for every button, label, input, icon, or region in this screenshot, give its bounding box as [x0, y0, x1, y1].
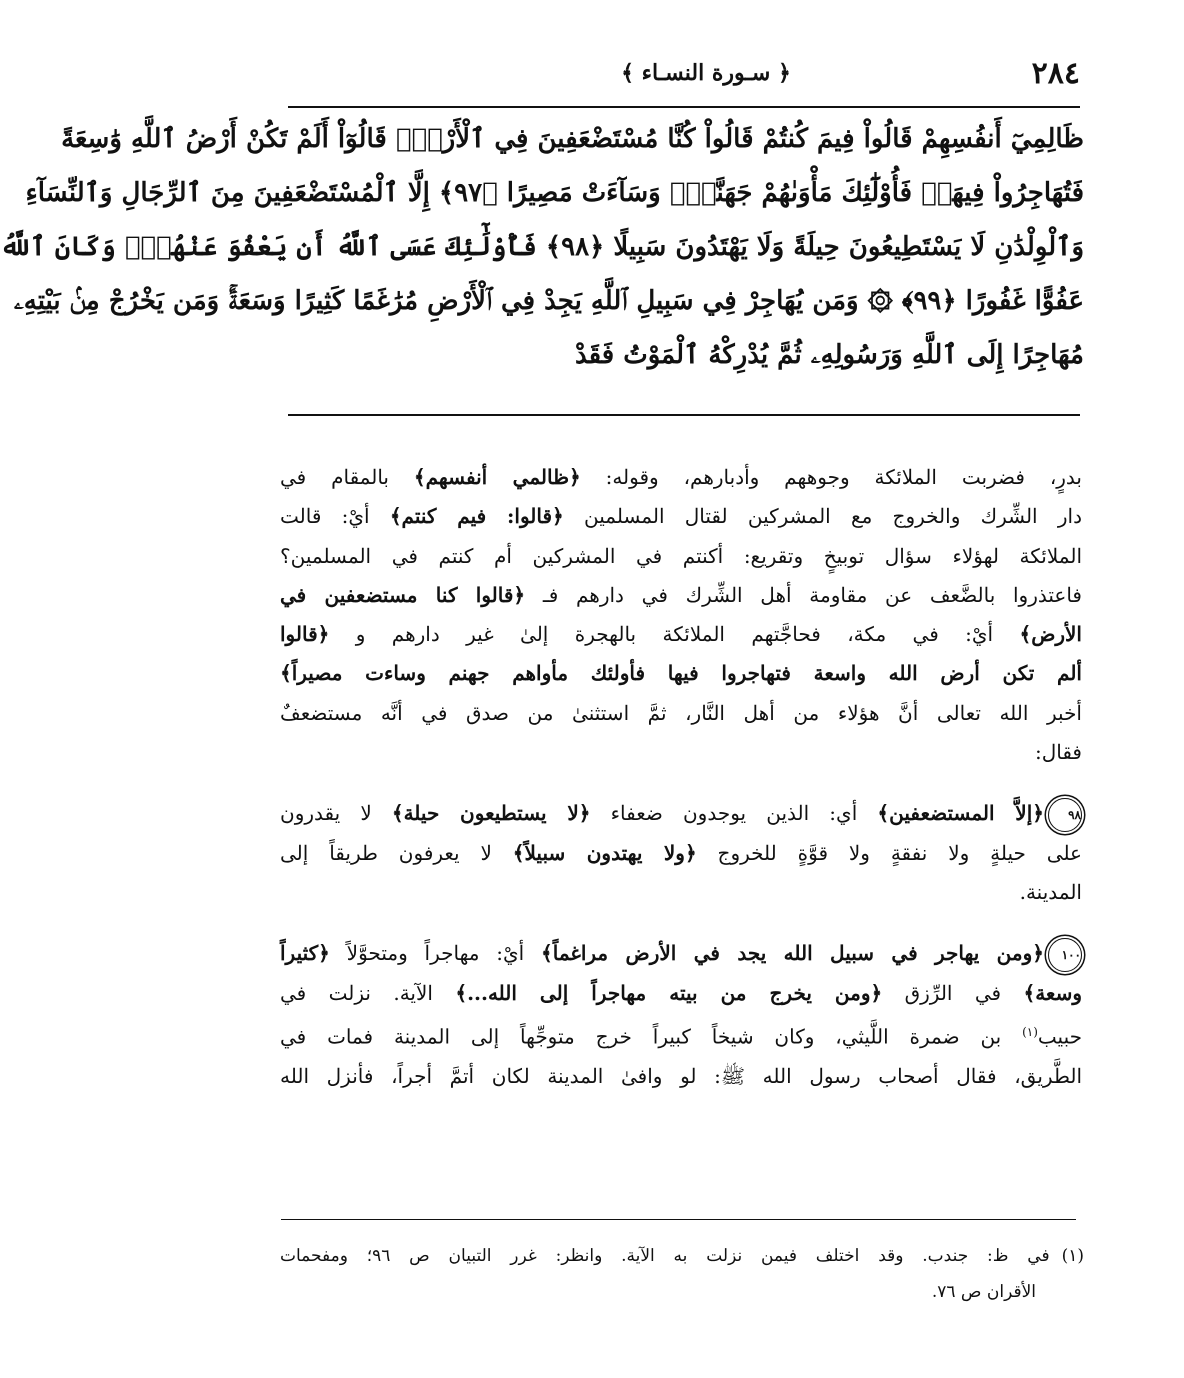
verse-number-badge: ١٠٠ [1048, 938, 1082, 972]
text-line: الطَّريق، فقال أصحاب رسول الله ﷺ: لو وافىٰ المدينة لكان أتمَّ أجراً، فأنزل الله [280, 1063, 1082, 1088]
text-line: الأرض﴾ أيْ: في مكة، فحاجَّتهم الملائكة بالهجرة إلىٰ غير دارهم و ﴿قالوا [280, 622, 1082, 647]
header-divider [288, 106, 1080, 108]
text-line: على حيلةٍ ولا نفقةٍ ولا قوَّةٍ للخروج ﴿ولا يهتدون سبيلاً﴾ لا يعرفون طريقاً إلى [280, 840, 1082, 865]
text-line: بدرٍ، فضربت الملائكة وجوههم وأدبارهم، وقوله: ﴿ظالمي أنفسهم﴾ بالمقام في [280, 465, 1082, 489]
quoted-verse: ﴿ظالمي أنفسهم﴾ [413, 465, 581, 489]
verse-number-badge: ٩٨ [1048, 798, 1082, 832]
footnote-line: (١)في ظ: جندب. وقد اختلف فيمن نزلت به الآية. وانظر: غرر التبيان ص ٩٦؛ ومفحمات [280, 1246, 1084, 1266]
tafsir-commentary [280, 458, 1082, 1096]
quran-line: عَفُوًّا غَفُورًا ﴿٩٩﴾ ۞ وَمَن يُهَاجِرْ فِي سَبِيلِ ٱللَّهِ يَجِدْ فِي ٱلْأَرْضِ مُرَٰغَمًا كَثِيرًا وَسَعَةًۚ وَمَن يَخْرُجْ مِنۢ بَيْتِهِۦ [13, 286, 1084, 316]
quoted-verse: ﴿قالوا [280, 622, 330, 647]
running-title: ﴿ سـورة النسـاء ﴾ [621, 60, 791, 86]
commentary-paragraph-2 [280, 794, 1082, 912]
quran-line: ظَالِمِيٓ أَنفُسِهِمْ قَالُواْ فِيمَ كُنتُمْ قَالُواْ كُنَّا مُسْتَضْعَفِينَ فِي ٱلْأَرْضِۚ قَالُوٓاْ أَلَمْ تَكُنْ أَرْضُ ٱللَّهِ وَٰسِعَةً [61, 124, 1084, 154]
text-line: ١٠٠﴿ومن يهاجر في سبيل الله يجد في الأرض مراغماً﴾ أيْ: مهاجراً ومتحوَّلاً ﴿كثيراً [280, 934, 1082, 973]
quoted-verse: ﴿ومن يهاجر في سبيل الله يجد في الأرض مراغماً﴾ [541, 941, 1044, 966]
quoted-verse: ﴿ومن يخرج من بيته مهاجراً إلى الله...﴾ [455, 980, 883, 1005]
commentary-paragraph-1 [280, 458, 1082, 772]
commentary-paragraph-3 [280, 934, 1082, 1096]
footnote-marker: (١) [1061, 1246, 1084, 1266]
text-line: فاعتذروا بالضَّعف عن مقاومة أهل الشِّرك في دارهم فـ ﴿قالوا كنا مستضعفين في [280, 582, 1082, 607]
quran-line: مُهَاجِرًا إِلَى ٱللَّهِ وَرَسُولِهِۦ ثُمَّ يُدْرِكْهُ ٱلْمَوْتُ فَقَدْ [574, 340, 1084, 370]
quoted-verse: وسعة﴾ [1023, 980, 1082, 1005]
quoted-verse: ﴿كثيراً [280, 941, 330, 966]
quoted-verse: الأرض﴾ [1019, 622, 1082, 647]
quran-line: فَتُهَاجِرُواْ فِيهَاۚ فَأُوْلَٰٓئِكَ مَأْوَىٰهُمْ جَهَنَّمُۖ وَسَآءَتْ مَصِيرًا ﴿٩٧﴾ إِلَّا ٱلْمُسْتَضْعَفِينَ مِنَ ٱلرِّجَالِ وَٱلنِّسَآءِ [25, 178, 1084, 208]
quoted-verse: ألم تكن أرض الله واسعة فتهاجروا فيها فأولئك مأواهم جهنم وساءت مصيراً﴾ [280, 661, 1082, 686]
text-line: الملائكة لهؤلاء سؤال توبيخٍ وتقريع: أكنتم في المشركين أم كنتم في المسلمين؟ [280, 543, 1082, 568]
footnote-reference[interactable]: (١) [1022, 1024, 1038, 1039]
text-line: وسعة﴾ في الرِّزق ﴿ومن يخرج من بيته مهاجراً إلى الله...﴾ الآية. نزلت في [280, 980, 1082, 1005]
text-line: فقال: [1034, 740, 1082, 765]
quran-text-block [0, 112, 1084, 382]
text-line: المدينة. [1019, 879, 1082, 904]
quoted-verse: ﴿ولا يهتدون سبيلاً﴾ [512, 840, 697, 865]
quoted-verse: ﴿قالوا: فيم كنتم﴾ [389, 504, 564, 529]
text-line: دار الشِّرك والخروج مع المشركين لقتال المسلمين ﴿قالوا: فيم كنتم﴾ أيْ: قالت [280, 504, 1082, 529]
quoted-verse: ﴿قالوا كنا مستضعفين في [280, 582, 526, 607]
text-line: حبيب$^{(١)}$ بن ضمرة اللَّيثي، وكان شيخاً كبيراً خرج متوجِّهاً إلى المدينة فمات في [280, 1024, 1082, 1049]
quoted-verse: ﴿إلاَّ المستضعفين﴾ [877, 801, 1044, 826]
text-line: أخبر الله تعالى أنَّ هؤلاء من أهل النَّار، ثمَّ استثنىٰ من صدق في أنَّه مستضعفٌ [280, 700, 1082, 725]
footnote [280, 1238, 1084, 1310]
quran-divider [288, 414, 1080, 416]
quoted-verse: ﴿لا يستطيعون حيلة﴾ [391, 801, 591, 826]
quran-line: وَٱلْوِلْدَٰنِ لَا يَسْتَطِيعُونَ حِيلَةً وَلَا يَهْتَدُونَ سَبِيلًا ﴿٩٨﴾ فَأُوْلَٰٓئِكَ عَسَى ٱللَّهُ أَن يَعْفُوَ عَنْهُمْۚ وَكَانَ ٱللَّهُ [0, 232, 1084, 262]
page-number: ٢٨٤ [1031, 56, 1080, 91]
text-line: ٩٨﴿إلاَّ المستضعفين﴾ أي: الذين يوجدون ضعفاء ﴿لا يستطيعون حيلة﴾ لا يقدرون [280, 794, 1082, 833]
footnote-divider [281, 1219, 1076, 1220]
footnote-line: الأقران ص ٧٦. [931, 1282, 1036, 1302]
